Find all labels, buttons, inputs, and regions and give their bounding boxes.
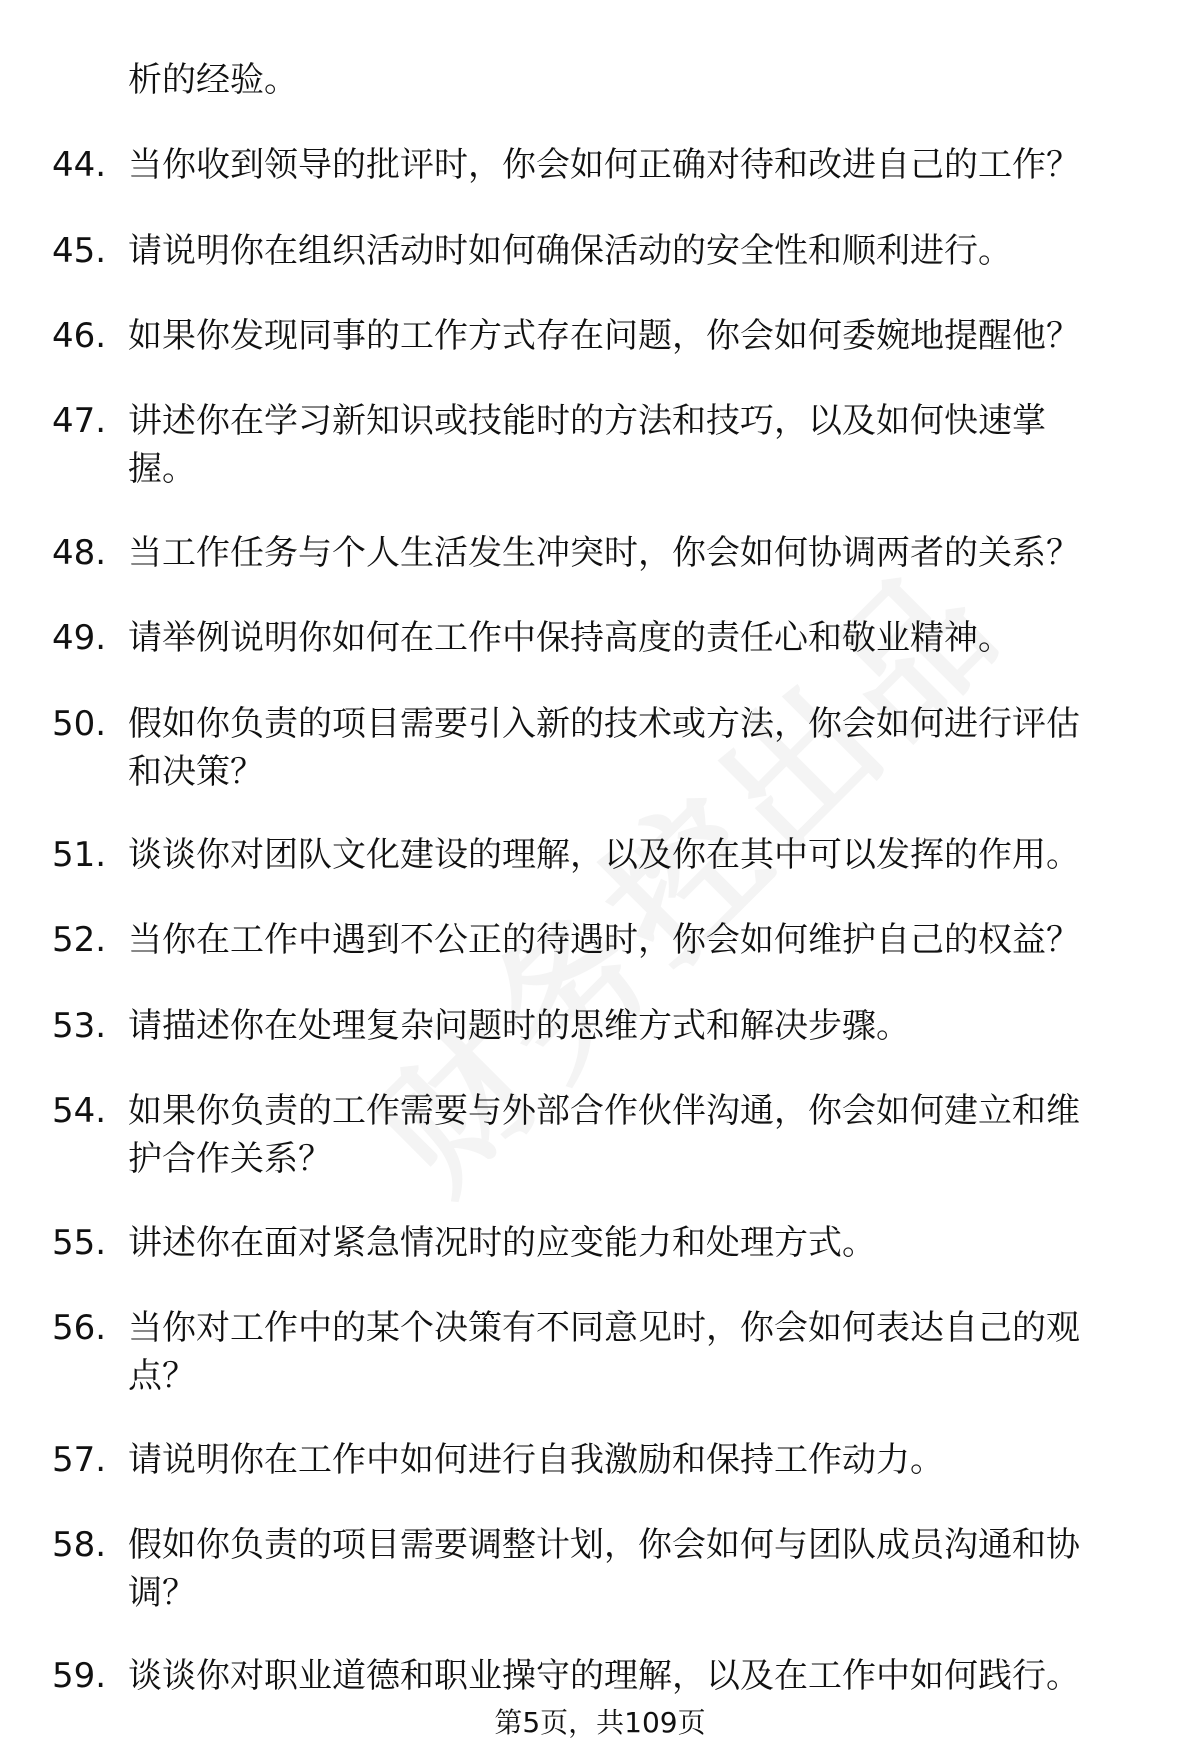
item-text <box>128 700 1148 796</box>
item-line: 讲述你在学习新知识或技能时的方法和技巧，以及如何快速掌 <box>128 401 1046 441</box>
item-line: 握。 <box>128 449 196 489</box>
item-text <box>128 1521 1148 1617</box>
item-text <box>128 397 1148 493</box>
item-line: 点？ <box>128 1356 196 1396</box>
item-line: 讲述你在面对紧急情况时的应变能力和处理方式。 <box>128 1223 876 1263</box>
item-text <box>128 1652 1148 1700</box>
item-number: 54. <box>52 1091 107 1131</box>
item-text <box>128 1436 1148 1484</box>
item-number: 45. <box>52 231 107 271</box>
item-number: 52. <box>52 920 107 960</box>
item-number: 46. <box>52 316 107 356</box>
item-line: 如果你负责的工作需要与外部合作伙伴沟通，你会如何建立和维 <box>128 1091 1080 1131</box>
item-number: 59. <box>52 1656 107 1696</box>
item-number: 53. <box>52 1006 107 1046</box>
item-text <box>128 1219 1148 1267</box>
item-number: 44. <box>52 145 107 185</box>
item-text <box>128 529 1148 577</box>
item-text <box>128 1002 1148 1050</box>
item-line: 当你在工作中遇到不公正的待遇时，你会如何维护自己的权益？ <box>128 920 1080 960</box>
item-line: 如果你发现同事的工作方式存在问题，你会如何委婉地提醒他？ <box>128 316 1080 356</box>
item-line: 当你对工作中的某个决策有不同意见时，你会如何表达自己的观 <box>128 1308 1080 1348</box>
item-text <box>128 312 1148 360</box>
item-text <box>128 916 1148 964</box>
item-line: 请举例说明你如何在工作中保持高度的责任心和敬业精神。 <box>128 618 1012 658</box>
item-number: 55. <box>52 1223 107 1263</box>
item-line: 请说明你在组织活动时如何确保活动的安全性和顺利进行。 <box>128 231 1012 271</box>
item-text <box>128 227 1148 275</box>
item-line: 请描述你在处理复杂问题时的思维方式和解决步骤。 <box>128 1006 910 1046</box>
item-number: 57. <box>52 1440 107 1480</box>
page-footer: 第5页，共109页 <box>494 1706 706 1739</box>
item-number: 50. <box>52 704 107 744</box>
item-text <box>128 141 1148 189</box>
item-line: 谈谈你对职业道德和职业操守的理解，以及在工作中如何践行。 <box>128 1656 1080 1696</box>
item-line: 护合作关系？ <box>128 1139 332 1179</box>
item-line: 调？ <box>128 1573 196 1613</box>
item-line: 请说明你在工作中如何进行自我激励和保持工作动力。 <box>128 1440 944 1480</box>
item-text <box>128 1087 1148 1183</box>
item-line: 假如你负责的项目需要调整计划，你会如何与团队成员沟通和协 <box>128 1525 1080 1565</box>
item-line: 和决策？ <box>128 752 264 792</box>
item-number: 56. <box>52 1308 107 1348</box>
item-number: 51. <box>52 835 107 875</box>
item-number: 48. <box>52 533 107 573</box>
item-text <box>128 1304 1148 1400</box>
item-line: 析的经验。 <box>128 60 298 100</box>
item-line: 当工作任务与个人生活发生冲突时，你会如何协调两者的关系？ <box>128 533 1080 573</box>
item-line: 谈谈你对团队文化建设的理解，以及你在其中可以发挥的作用。 <box>128 835 1080 875</box>
item-number: 49. <box>52 618 107 658</box>
item-text <box>128 614 1148 662</box>
item-number: 47. <box>52 401 107 441</box>
item-line: 当你收到领导的批评时，你会如何正确对待和改进自己的工作？ <box>128 145 1080 185</box>
item-number: 58. <box>52 1525 107 1565</box>
item-line: 假如你负责的项目需要引入新的技术或方法，你会如何进行评估 <box>128 704 1080 744</box>
item-text <box>128 831 1148 879</box>
item-text <box>128 56 1148 104</box>
